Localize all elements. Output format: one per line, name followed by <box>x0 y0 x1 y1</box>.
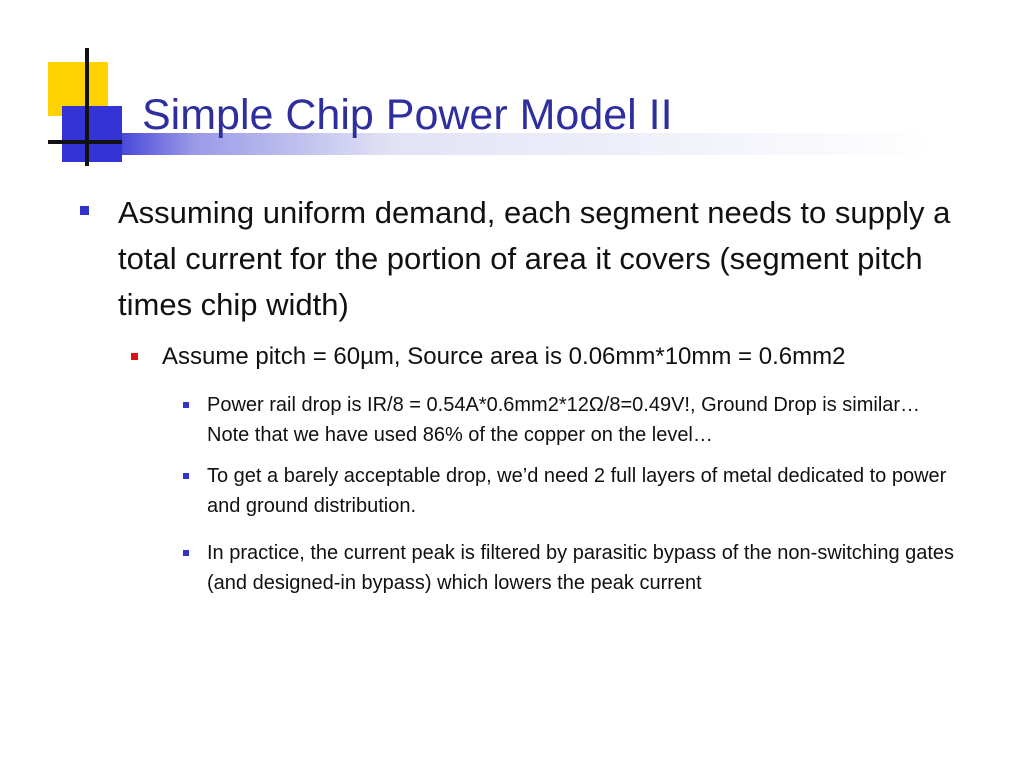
square-bullet-icon <box>183 550 189 556</box>
bullet-text: To get a barely acceptable drop, we’d need 2 full layers of metal dedicated to power and ground distribution. <box>207 465 947 517</box>
slide-title: Simple Chip Power Model II <box>142 91 673 139</box>
square-bullet-icon <box>131 353 138 360</box>
bullet-item-level3 <box>183 461 973 521</box>
bullet-item-level3 <box>183 538 963 598</box>
bullet-text: In practice, the current peak is filtered by parasitic bypass of the non-switching gates (and designed-in bypass) which lowers the peak current <box>207 542 955 594</box>
blue-square-decoration <box>62 106 122 162</box>
bullet-item-level2 <box>131 340 991 374</box>
slide-logo-decoration <box>0 0 140 170</box>
bullet-item-level1 <box>80 190 980 328</box>
horizontal-line-decoration <box>48 140 130 144</box>
square-bullet-icon <box>183 402 189 408</box>
bullet-item-level3 <box>183 390 963 450</box>
square-bullet-icon <box>80 206 89 215</box>
bullet-text: Assume pitch = 60µm, Source area is 0.06mm*10mm = 0.6mm2 <box>162 343 846 370</box>
square-bullet-icon <box>183 473 189 479</box>
bullet-text: Assuming uniform demand, each segment needs to supply a total current for the portion of area it covers (segment pitch times chip width) <box>118 195 951 322</box>
bullet-text: Power rail drop is IR/8 = 0.54A*0.6mm2*12Ω/8=0.49V!, Ground Drop is similar… Note that we have used 86% of the copper on the level… <box>207 394 921 446</box>
vertical-line-decoration <box>85 48 89 166</box>
